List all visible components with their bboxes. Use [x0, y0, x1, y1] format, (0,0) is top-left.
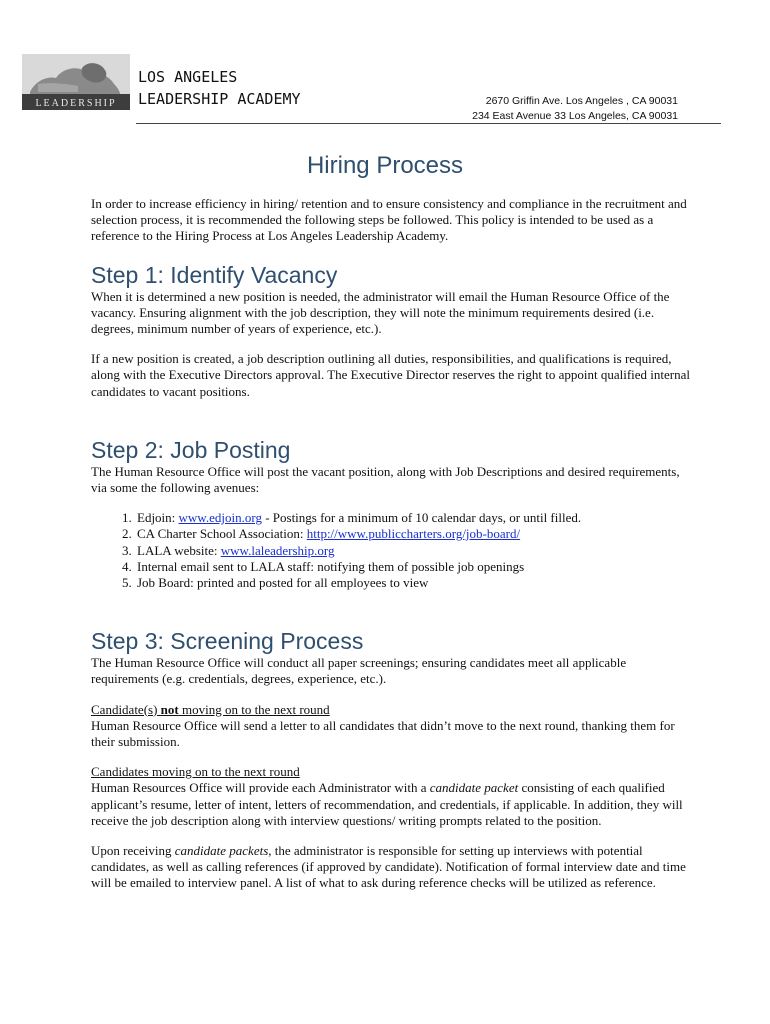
not-moving-paragraph: Human Resource Office will send a letter to all candidates that didn’t move to the next round, thanking them for their submission.	[91, 717, 675, 750]
not-moving-subheading: Candidate(s) not moving on to the next round	[91, 701, 330, 717]
posting-avenues-list	[91, 510, 691, 591]
list-item: 2. CA Charter School Association: http://www.publiccharters.org/job-board/	[135, 526, 691, 542]
page-title: Hiring Process	[306, 152, 464, 179]
org-name-line1: LOS ANGELES	[138, 68, 238, 86]
organization-name	[138, 66, 301, 110]
list-item: 4. Internal email sent to LALA staff: notifying them of possible job openings	[135, 559, 691, 575]
intro-paragraph: In order to increase efficiency in hiring/ retention and to ensure consistency and compliance in the recruitment and selection process, it is recommended the following steps be followed. This policy is intended to be used as a reference to the Hiring Process at Los Angeles Leadership Academy.	[91, 196, 687, 244]
list-item: 3. LALA website: www.laleadership.org	[135, 543, 691, 559]
step1-heading: Step 1: Identify Vacancy	[91, 261, 338, 288]
address-line2: 234 East Avenue 33 Los Angeles, CA 90031	[472, 110, 678, 122]
step3-heading: Step 3: Screening Process	[91, 628, 364, 655]
edjoin-link[interactable]: www.edjoin.org	[178, 510, 262, 526]
lala-website-link[interactable]: www.laleadership.org	[220, 542, 335, 558]
list-item: 5. Job Board: printed and posted for all employees to view	[135, 575, 691, 591]
moving-subheading: Candidates moving on to the next round	[91, 764, 300, 780]
step1-paragraph2: If a new position is created, a job description outlining all duties, responsibilities, and qualifications is required, along with the Executive Directors approval. The Executive Director reserves the right to appoint qualified internal candidates to vacant positions.	[91, 351, 690, 399]
document-body	[91, 196, 691, 892]
header-divider	[136, 123, 721, 124]
step1-paragraph1: When it is determined a new position is needed, the administrator will email the Human Resource Office of the vacancy. Ensuring alignment with the job description, they will note the minimum requirements desired (i.e. degrees, minimum number of years of experience, etc.).	[91, 288, 670, 337]
list-item: 1. Edjoin: www.edjoin.org - Postings for a minimum of 10 calendar days, or until filled.	[135, 510, 691, 526]
address-block	[472, 94, 678, 124]
step2-heading: Step 2: Job Posting	[91, 436, 291, 463]
logo-wordmark: LEADERSHIP	[35, 98, 117, 109]
academy-logo	[22, 54, 130, 110]
charter-job-board-link[interactable]: http://www.publiccharters.org/job-board/	[306, 526, 521, 542]
step3-paragraph1: The Human Resource Office will conduct all paper screenings; ensuring candidates meet all applicable requirements (e.g. credentials, degrees, experience, etc.).	[91, 655, 627, 687]
candidate-packets-paragraph: Upon receiving candidate packets, the administrator is responsible for setting up interviews with potential candidates, as well as calling references (if approved by candidate). Notification of formal interview date and time will be emailed to interview panel. A list of what to ask during reference checks will be utilized as reference.	[91, 843, 686, 891]
org-name-line2: LEADERSHIP ACADEMY	[138, 90, 301, 108]
step2-paragraph1: The Human Resource Office will post the vacant position, along with Job Descriptions and desired requirements, via some the following avenues:	[91, 463, 680, 496]
address-line1: 2670 Griffin Ave. Los Angeles , CA 90031	[485, 95, 678, 107]
moving-paragraph: Human Resources Office will provide each Administrator with a candidate packet consisting of each qualified applicant’s resume, letter of intent, letters of recommendation, and credentials, if applicable. In addition, they will receive the job description along with interview questions/ writing prompts related to the position.	[91, 780, 683, 828]
